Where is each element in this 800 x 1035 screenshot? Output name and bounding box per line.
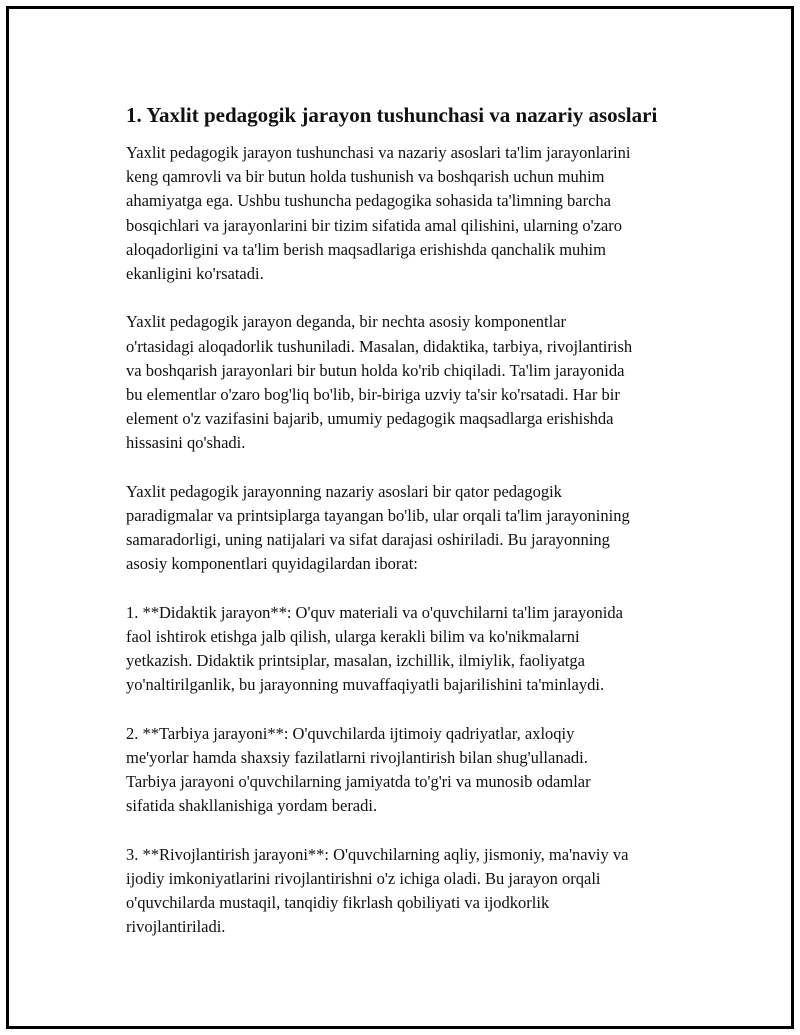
paragraph-theory: Yaxlit pedagogik jarayonning nazariy asoslari bir qator pedagogik paradigmalar va printsiplarga tayangan bo'lib, ular orqali ta'lim jarayonining samaradorligi, uning natijalari va sifat darajasi oshiriladi. Bu jarayonning asosiy komponentlari quyidagilardan iborat: (126, 481, 630, 574)
document-body (120, 101, 700, 964)
section-heading: 1. Yaxlit pedagogik jarayon tushunchasi va nazariy asoslari (126, 103, 658, 127)
list-item-didactic: 1. **Didaktik jarayon**: O'quv materiali va o'quvchilarni ta'lim jarayonida faol ishtirok etishga jalb qilish, ularga kerakli bilim va ko'nikmalarni yetkazish. Didaktik printsiplar, masalan, izchillik, ilmiylik, faoliyatga yo'naltirilganlik, bu jarayonning muvaffaqiyatli bajarilishini ta'minlaydi. (126, 602, 623, 695)
list-item-upbringing: 2. **Tarbiya jarayoni**: O'quvchilarda ijtimoiy qadriyatlar, axloqiy me'yorlar hamda shaxsiy fazilatlarni rivojlantirish bilan shug'ullanadi. Tarbiya jarayoni o'quvchilarning jamiyatda to'g'ri va munosib odamlar sifatida shakllanishiga yordam beradi. (126, 723, 591, 816)
list-item-development: 3. **Rivojlantirish jarayoni**: O'quvchilarning aqliy, jismoniy, ma'naviy va ijodiy imkoniyatlarini rivojlantirishni o'z ichiga oladi. Bu jarayon orqali o'quvchilarda mustaqil, tanqidiy fikrlash qobiliyati va ijodkorlik rivojlantiriladi. (126, 844, 629, 937)
paragraph-definition: Yaxlit pedagogik jarayon deganda, bir nechta asosiy komponentlar o'rtasidagi aloqadorlik tushuniladi. Masalan, didaktika, tarbiya, rivojlantirish va boshqarish jarayonlari bir butun holda ko'rib chiqiladi. Ta'lim jarayonida bu elementlar o'zaro bog'liq bo'lib, bir-biriga uzviy ta'sir ko'rsatadi. Har bir element o'z vazifasini bajarib, umumiy pedagogik maqsadlarga erishishda hissasini qo'shadi. (126, 312, 633, 453)
page-frame (6, 6, 794, 1029)
paragraph-intro: Yaxlit pedagogik jarayon tushunchasi va nazariy asoslari ta'lim jarayonlarini keng qamrovli va bir butun holda tushunish va boshqarish uchun muhim ahamiyatga ega. Ushbu tushuncha pedagogika sohasida ta'limning barcha bosqichlari va jarayonlarini bir tizim sifatida amal qilishini, ularning o'zaro aloqadorligini va ta'lim berish maqsadlariga erishishda qanchalik muhim ekanligini ko'rsatadi. (126, 143, 631, 284)
